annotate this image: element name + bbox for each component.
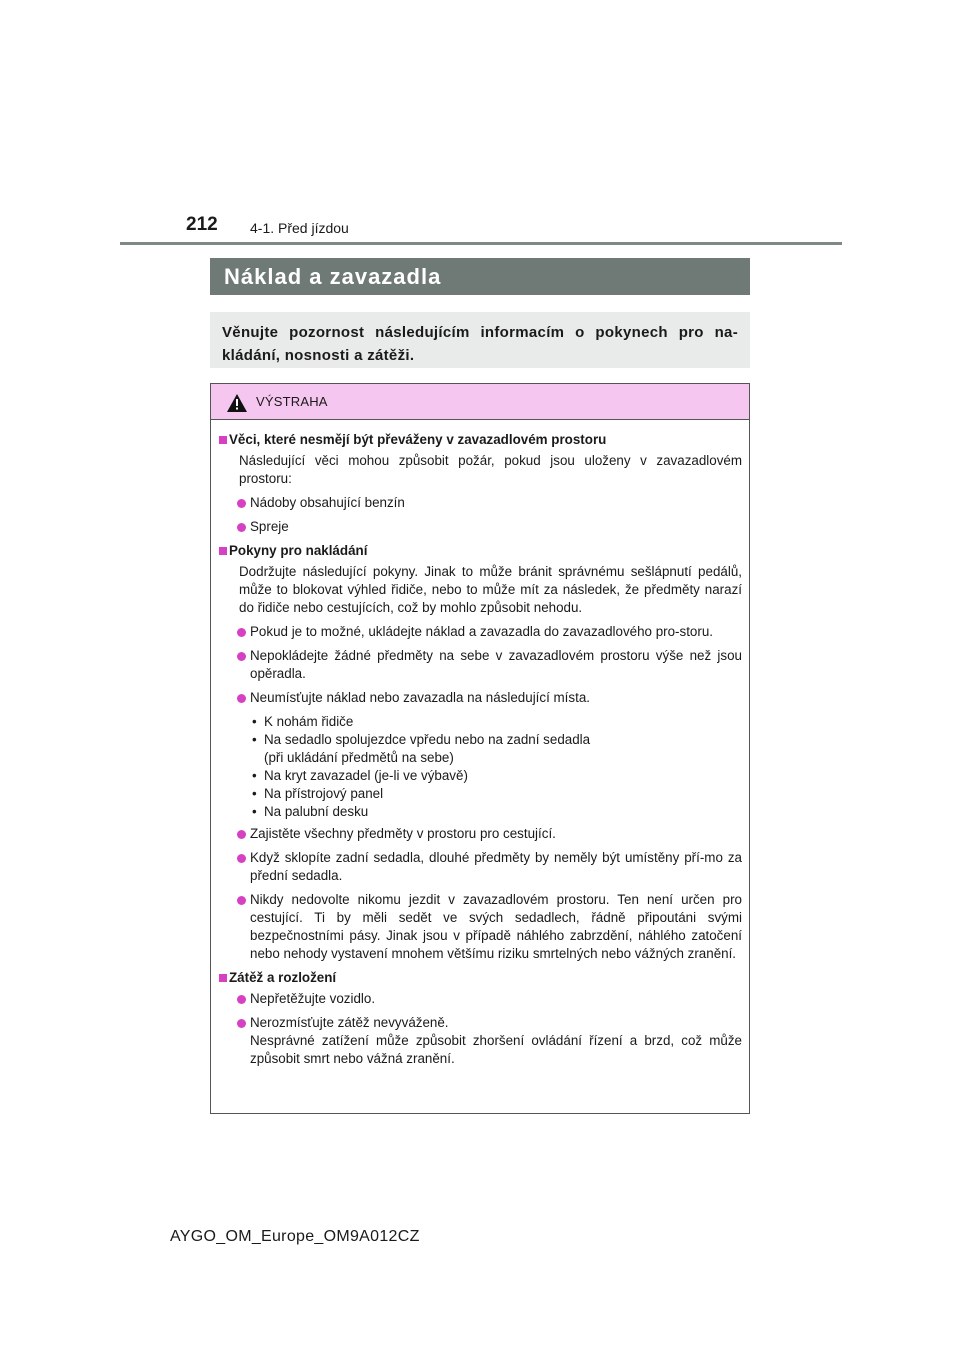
round-bullet-icon (237, 830, 246, 839)
round-bullet-icon (237, 694, 246, 703)
sub-list-item-continuation: (při ukládání předmětů na sebe) (264, 750, 454, 765)
round-bullet-icon (237, 523, 246, 532)
sub-list (219, 713, 742, 821)
round-bullet-icon (237, 652, 246, 661)
page-title: Náklad a zavazadla (210, 258, 750, 295)
sub-list-item: • Na přístrojový panel (250, 785, 742, 803)
warning-header (211, 384, 749, 420)
warning-label: VÝSTRAHA (256, 394, 328, 409)
round-bullet-icon (237, 1019, 246, 1028)
sub-list-item: • Na kryt zavazadel (je-li ve výbavě) (250, 767, 742, 785)
list-item: Nepřetěžujte vozidlo. (219, 990, 742, 1008)
sub-list-item: • Na sedadlo spolujezdce vpředu nebo na zadní sedadla (250, 731, 742, 749)
list-item: Nepokládejte žádné předměty na sebe v zavazadlovém prostoru výše než jsou opěradla. (219, 647, 742, 683)
page-number: 212 (186, 214, 218, 235)
warning-heading: Pokyny pro nakládání (219, 542, 742, 560)
warning-box (210, 383, 750, 1114)
warning-triangle-icon (227, 394, 247, 412)
round-bullet-icon (237, 854, 246, 863)
warning-paragraph: Následující věci mohou způsobit požár, pokud jsou uloženy v zavazadlovém prostoru: (239, 453, 742, 486)
list-item: Nerozmísťujte zátěž nevyváženě. Nesprávné zatížení může způsobit zhoršení ovládání řízení a brzd, což může způsobit smrt nebo vážná zranění. (219, 1014, 742, 1068)
list-item: Nikdy nedovolte nikomu jezdit v zavazadlovém prostoru. Ten není určen pro cestující. Ti by měli sedět ve svých sedadlech, řádně připoutáni svými bezpečnostními pásy. Jinak jsou v případě náhlého zabrzdění, náhlého zatočení nebo nehody vystavení mnohem většímu riziku smrtelných nebo vážných zranění. (219, 891, 742, 963)
square-bullet-icon (219, 436, 227, 444)
round-bullet-icon (237, 995, 246, 1004)
list-item: Neumísťujte náklad nebo zavazadla na následující místa. (219, 689, 742, 707)
section-title: 4-1. Před jízdou (250, 220, 349, 236)
list-item: Spreje (219, 518, 742, 536)
list-item: Nádoby obsahující benzín (219, 494, 742, 512)
list-item: Když sklopíte zadní sedadla, dlouhé předměty by neměly být umístěny pří-mo za přední sedadla. (219, 849, 742, 885)
round-bullet-icon (237, 628, 246, 637)
header-divider (120, 242, 842, 245)
round-bullet-icon (237, 896, 246, 905)
round-bullet-icon (237, 499, 246, 508)
warning-heading: Zátěž a rozložení (219, 969, 742, 987)
sub-list-item: • Na palubní desku (250, 803, 742, 821)
list-item: Zajistěte všechny předměty v prostoru pro cestující. (219, 825, 742, 843)
square-bullet-icon (219, 974, 227, 982)
warning-paragraph: Dodržujte následující pokyny. Jinak to může bránit správnému sešlápnutí pedálů, může to blokovat výhled řidiče, nebo to může mít za následek, že předměty narazí do řidiče nebo cestujících, což by mohlo způsobit nehodu. (239, 564, 742, 615)
warning-body (211, 420, 749, 1068)
list-item: Pokud je to možné, ukládejte náklad a zavazadla do zavazadlového pro-storu. (219, 623, 742, 641)
sub-list-item: • K nohám řidiče (250, 713, 742, 731)
square-bullet-icon (219, 547, 227, 555)
intro-note: Věnujte pozornost následujícím informacím o pokynech pro na-kládání, nosnosti a zátěži. (210, 312, 750, 368)
warning-heading: Věci, které nesmějí být převáženy v zavazadlovém prostoru (219, 431, 742, 449)
document-code: AYGO_OM_Europe_OM9A012CZ (170, 1228, 420, 1245)
